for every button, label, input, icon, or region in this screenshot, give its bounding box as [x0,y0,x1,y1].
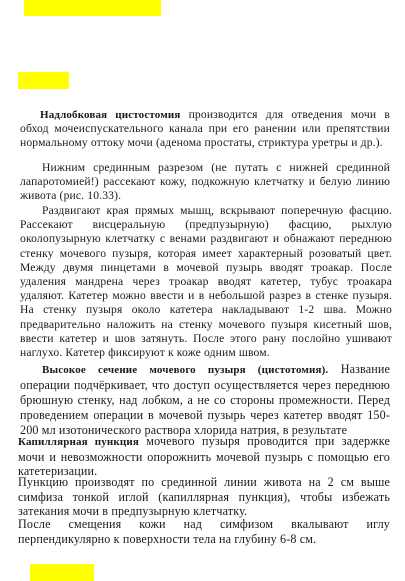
highlight-mark-middle [18,72,69,89]
paragraph-needle-insertion: После смещения кожи над симфизом вкалывают иглу перпендикулярно к поверхности тела на глубину 6-8 см. [18,517,390,546]
paragraph-puncture-site: Пункцию производят по срединной линии живота на 2 см выше симфиза тонкой иглой (капиллярная пункция), чтобы избежать затекания мочи в предпузырную клетчатку. [18,475,390,519]
paragraph-text: Название операции подчёркивает, что доступ осуществляется через переднюю брюшную стенку, над лобком, а не со стороны промежности. Перед проведением операции в мочевой пузырь через катетер вводят 150-200 мл изотонического раствора хлорида натрия, в результате [20,362,391,437]
paragraph-capillary-puncture [18,434,390,479]
paragraph-text: производится для отведения мочи в обход мочеиспускательного канала при его ранении или препятствии нормальному оттоку мочи (аденома простаты, стриктура уретры и др.). [20,108,390,150]
highlight-mark-top [24,0,161,16]
paragraph-text: мочевого пузыря проводится при задержке мочи и невозможности опорожнить мочевой пузырь с помощью его катетеризации. [18,434,390,479]
paragraph-cystotomy [20,362,390,438]
paragraph-procedure: Раздвигают края прямых мышц, вскрывают поперечную фасцию. Рассекают висцеральную (предпузырную) фасцию, рыхлую околопузырную клетчатку с венами раздвигают и обнажают переднюю стенку мочевого пузыря, которая имеет характерный розоватый цвет. Между двумя пинцетами в мочевой пузырь вводят троакар. После удаления мандрена через троакар вводят катетер, тубус троакара удаляют. Катетер можно ввести и в небольшой разрез в стенке пузыря. На стенку пузыря около катетера накладывают 1-2 шва. Можно предварительно наложить на стенку мочевого пузыря кисетный шов, ввести катетер и шов затянуть. После этого рану послойно ушивают наглухо. Катетер фиксируют к коже одним швом. [20,204,392,360]
highlight-mark-bottom [30,564,94,581]
paragraph-incision: Нижним срединным разрезом (не путать с нижней срединной лапаротомией!) рассекают кожу, подкожную клетчатку и белую линию живота (рис. 10.33). [20,161,390,203]
term-capillary-puncture: Капиллярная пункция [18,436,139,448]
term-suprapubic-cystostomy: Надлобковая цистостомия [40,109,181,121]
paragraph-suprapubic-cystostomy [20,108,390,151]
term-cystotomy: Высокое сечение мочевого пузыря (цистотомия). [42,364,329,376]
